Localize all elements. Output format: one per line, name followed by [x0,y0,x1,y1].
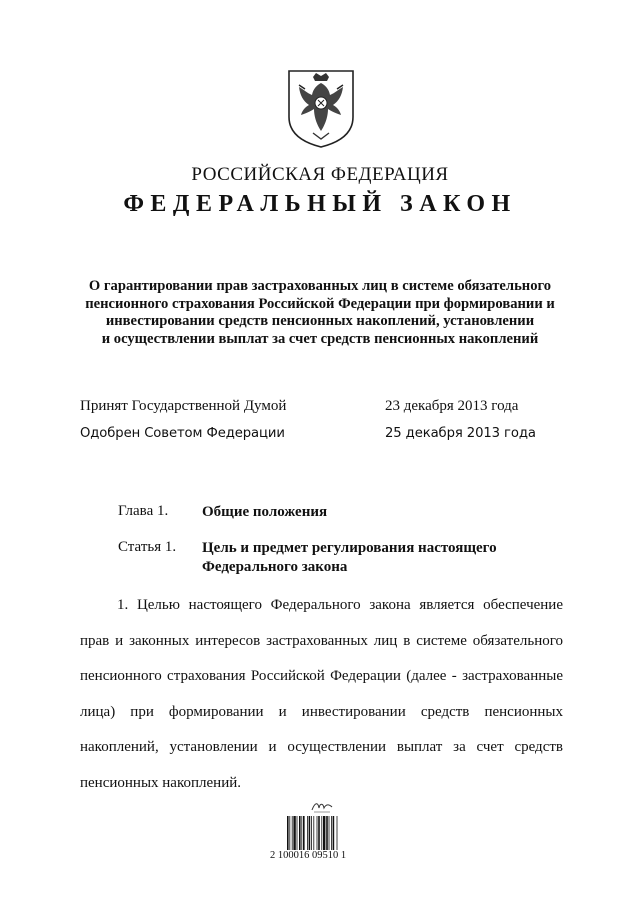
law-title [60,278,580,348]
article-paragraph [80,588,563,802]
document-type-heading: ФЕДЕРАЛЬНЫЙ ЗАКОН [123,191,517,217]
handwritten-mark-icon [310,800,334,814]
barcode-bar [326,816,328,850]
barcode-bar [309,816,311,850]
barcode-bar [289,816,290,850]
barcode-bar [297,816,298,850]
coat-of-arms-icon [283,67,359,149]
paragraph-line: 1. Целью настоящего Федерального закона является обеспечение [117,597,563,613]
law-title-line: и осуществлении выплат за счет средств пенсионных накоплений [101,330,539,347]
barcode-bar [313,816,314,850]
article-title [202,539,497,577]
barcode-bar [333,816,335,850]
article-label: Статья 1. [118,539,177,555]
barcode-bar [293,816,295,850]
paragraph-line: пенсионного страхования Российской Федерации (далее - застрахованные [80,668,563,685]
paragraph-line: накоплений, установлении и осуществлении выплат за счет средств [80,739,563,756]
paragraph-line: лица) при формировании и инвестировании средств пенсионных [80,703,563,720]
country-heading: РОССИЙСКАЯ ФЕДЕРАЦИЯ [191,164,449,185]
law-title-line: инвестировании средств пенсионных накоплений, установлении [105,313,535,329]
barcode-bar [337,816,338,850]
paragraph-line: прав и законных интересов застрахованных лиц в системе обязательного [80,632,563,649]
barcode-bar [311,816,312,850]
law-title-line: О гарантировании прав застрахованных лиц в системе обязательного [88,278,552,294]
barcode-bar [331,816,332,850]
chapter-title: Общие положения [202,504,328,520]
article-title-line: Федерального закона [202,559,348,575]
law-title-line: пенсионного страхования Российской Федерации при формировании и [85,295,555,312]
approved-date: 25 декабря 2013 года [385,426,536,441]
paragraph-line: пенсионных накоплений. [80,774,241,791]
barcode-bar [323,816,325,850]
barcode-icon [287,816,353,852]
adopted-date: 23 декабря 2013 года [385,398,519,414]
adopted-label: Принят Государственной Думой [80,398,287,414]
chapter-label: Глава 1. [118,503,169,519]
barcode-bar [318,816,320,850]
barcode-bar [287,816,289,850]
barcode-bar [321,816,322,850]
barcode-bar [329,816,330,850]
approved-label: Одобрен Советом Федерации [80,426,285,441]
barcode-number: 2 100016 09510 1 [270,850,347,861]
barcode-bar [317,816,318,850]
article-title-line: Цель и предмет регулирования настоящего [202,540,497,556]
barcode-bar [303,816,305,850]
barcode-bar [299,816,301,850]
barcode-bar [301,816,302,850]
barcode-bar [292,816,293,850]
barcode-bar [307,816,308,850]
